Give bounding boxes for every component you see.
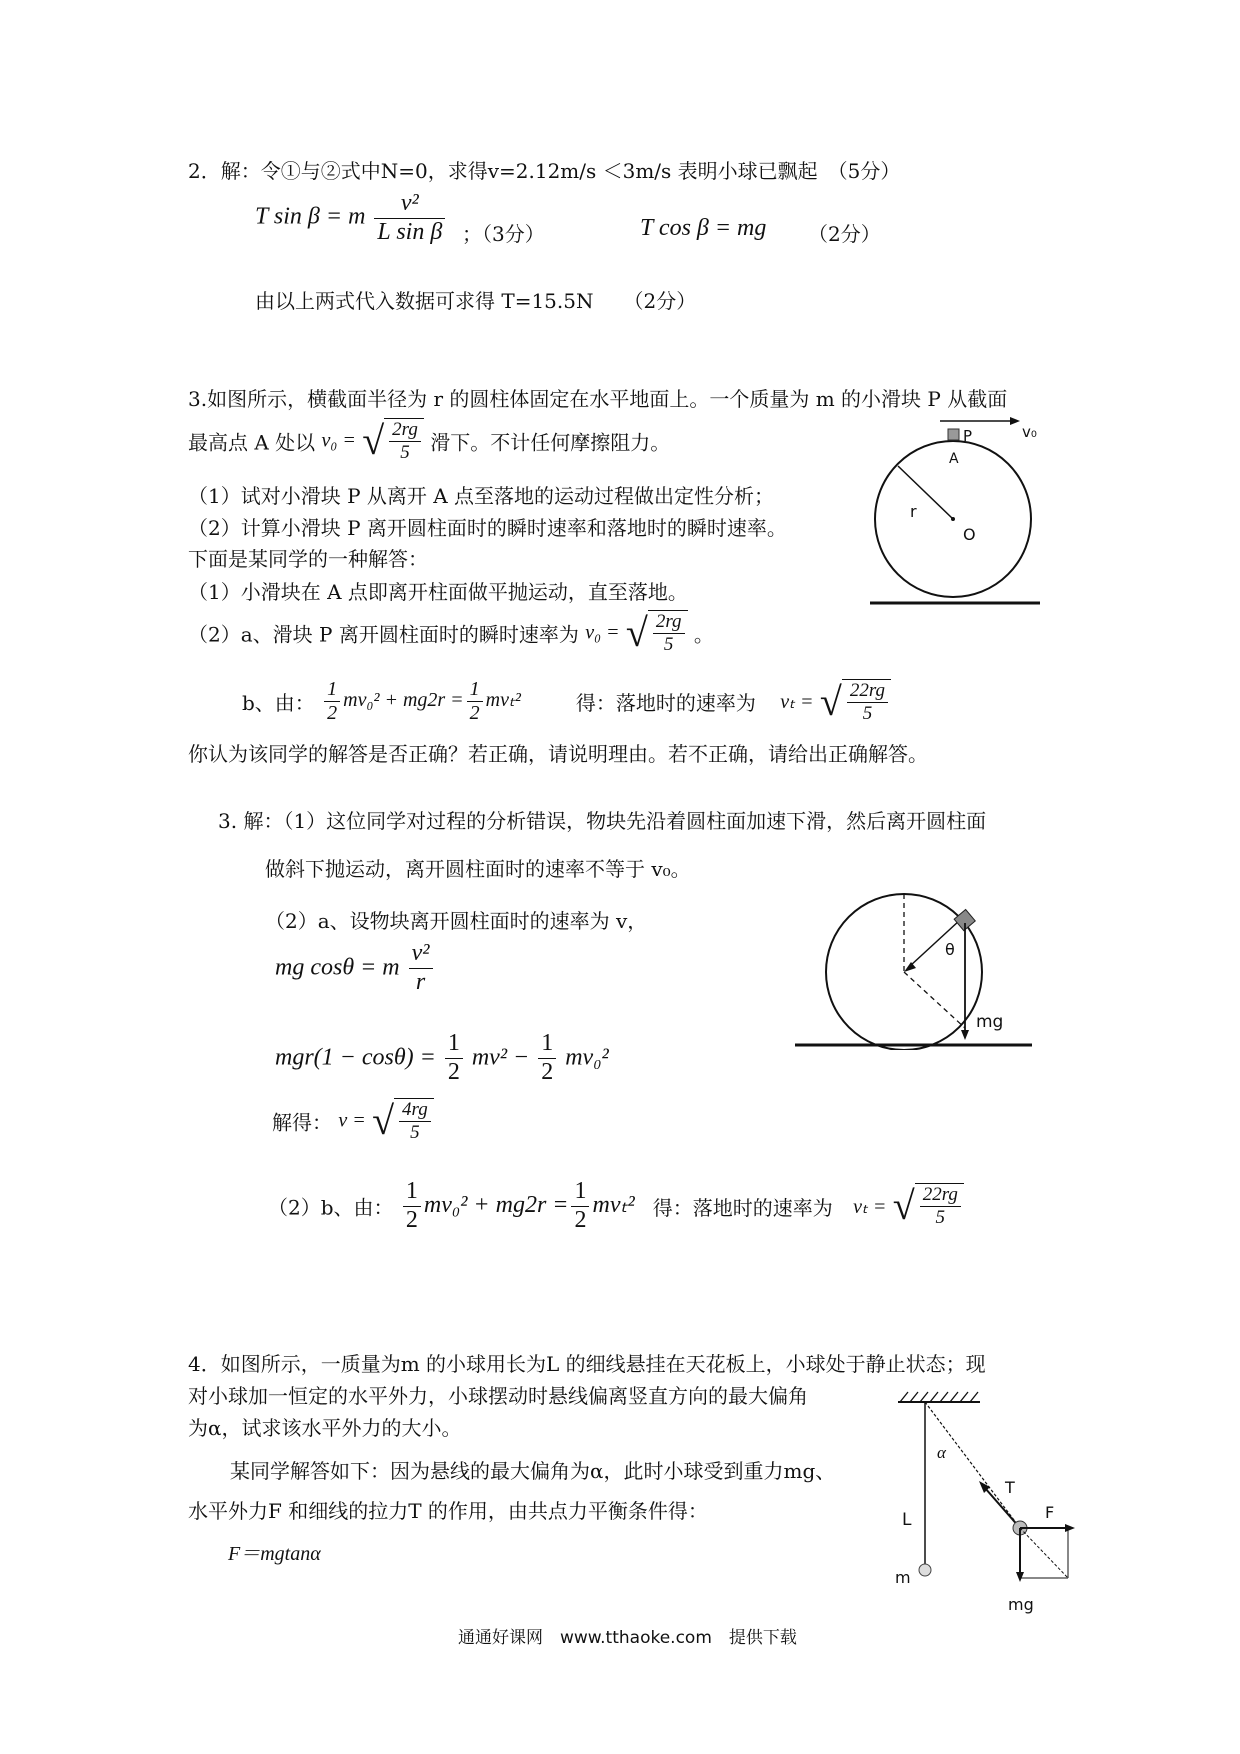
q3sol-l7-eq-text: mv₀² + mg2r = [423,1191,569,1218]
q4-fig-T: T [1005,1478,1015,1497]
q3-p7a: （2）a、滑块 P 离开圆柱面时的瞬时速率为 [188,622,579,647]
q4-fig-alpha: α [937,1443,946,1462]
q4-l6: F＝mgtanα [228,1543,321,1565]
q3-p7b: 。 [693,622,714,647]
q4-l5: 水平外力F 和细线的拉力T 的作用，由共点力平衡条件得： [188,1499,708,1523]
q3sol-v-sqrt: √ $\frac{4rg}{5}$ [372,1098,434,1144]
q3-p3: （1）试对小滑块 P 从离开 A 点至落地的运动过程做出定性分析； [188,484,775,508]
q4-l2: 对小球加一恒定的水平外力，小球摆动时悬线偏离竖直方向的最大偏角 [188,1384,808,1408]
q3-p2-num: 2rg [389,419,421,442]
q4-fig-mg: mg [1008,1595,1034,1614]
q3-fig-A: A [949,451,959,467]
q3-p6: （1）小滑块在 A 点即离开柱面做平抛运动，直至落地。 [188,580,688,604]
q3-p2-den: 5 [400,441,410,463]
q3sol-eq2-mid: mv² − [471,1044,530,1071]
q4-fig-F: F [1045,1503,1055,1522]
q3sol-l7-eq2-text: mvₜ² [592,1191,635,1218]
q3-p4: （2）计算小滑块 P 离开圆柱面时的瞬时速率和落地时的瞬时速率。 [188,516,787,540]
mg-arrowhead [961,1030,969,1040]
center-dot [951,517,955,521]
q3sol-l7-den: 5 [935,1207,946,1229]
q4-l3: 为α，试求该水平外力的大小。 [188,1416,462,1440]
slider-block [948,429,959,440]
q3-p8-eq2-text: mvₜ² [485,689,521,712]
q3sol-eq1 [275,940,436,996]
q4-fig-m: m [895,1568,911,1587]
q2-eq1-lhs: T sin β = m [255,203,366,230]
q3sol-l6 [272,1098,434,1144]
q3-p8-sqrt: √ $\frac{22rg}{5}$ [820,679,891,725]
q2-eq2-score: （2分） [808,222,881,246]
q4-l1: 4．如图所示，一质量为m 的小球用长为L 的细线悬挂在天花板上，小球处于静止状态；现 [188,1352,986,1376]
q3sol-l1: 3. 解：（1）这位同学对过程的分析错误，物块先沿着圆柱面加速下滑，然后离开圆柱面 [218,809,987,833]
q3-p7-sqrt: √ $\frac{2rg}{5}$ [626,610,688,656]
q3-fig-v0: v₀ [1022,423,1037,441]
q2-eq1-score: ；（3分） [462,222,545,246]
q2-eq1-frac [374,190,445,246]
page-footer: 通通好课网 www.tthaoke.com 提供下载 [458,1628,797,1648]
q3-p9: 你认为该同学的解答是否正确？若正确，请说明理由。若不正确，请给出正确解答。 [188,742,928,766]
q3sol-l7b: 得：落地时的速率为 [652,1195,833,1220]
deflected-string [925,1402,1020,1528]
q3-p8-den: 5 [862,702,873,724]
q3-p2a: 最高点 A 处以 [188,430,316,455]
q3sol-fig-theta: θ [945,940,955,959]
q3sol-v: v = [338,1109,366,1132]
q3sol-l3: （2）a、设物块离开圆柱面时的速率为 v， [265,909,648,933]
q3sol-eq2-lhs: mgr(1 − cosθ) = [275,1044,436,1071]
q3sol-v-den: 5 [410,1121,420,1143]
ball-rest [919,1564,931,1576]
dashed-to-mg [904,972,965,1028]
q3-fig-O: O [963,525,976,544]
q2-eq1-num: v² [374,190,445,219]
q3-p8-num: 22rg [847,680,888,703]
q2-eq1-den: L sin β [377,218,443,245]
q3-p7-den: 5 [663,633,674,655]
q3sol-l7-vt: vₜ = [853,1195,887,1218]
q3-fig-P: P [963,427,973,445]
q2-line1: 2．解：令①与②式中N=0，求得v=2.12m/s ＜3m/s 表明小球已飘起 （5分） [188,159,901,183]
q3sol-fig-mg: mg [976,1012,1004,1032]
q3-p8-eq-text: mv₀² + mg2r = [343,689,464,712]
q3sol-l7-sqrt: √ $\frac{22rg}{5}$ [893,1183,964,1229]
q3-p7-num: 2rg [653,611,685,634]
q3-p2b: 滑下。不计任何摩擦阻力。 [430,430,671,455]
q3sol-l2: 做斜下抛运动，离开圆柱面时的速率不等于 v₀。 [265,857,691,881]
normal-arrowhead [904,962,916,972]
q3sol-eq1-lhs: mg cosθ = m [275,954,400,981]
q3-p2-sqrt: √ $\frac{2rg}{5}$ [362,418,424,464]
q4-fig-L: L [902,1510,912,1530]
q3-p8a: b、由： [242,691,315,715]
force-mg-arrowhead [1016,1572,1024,1582]
q3sol-l7 [268,1178,964,1234]
q3sol-eq1-den: r [415,968,426,995]
q3-p8-vt: vₜ = [780,691,814,713]
q4-figure [880,1390,1090,1620]
box-diagonal [1020,1528,1068,1578]
q3-p7 [188,610,714,656]
q3sol-eq2-end: mv₀² [565,1044,609,1071]
v0-arrowhead [1010,417,1020,425]
q3sol-l6-text: 解得： [272,1110,332,1135]
radius-line [898,466,953,519]
q3-p8 [242,678,891,725]
q2-eq1 [255,190,448,246]
q3-p8-eq: $\frac{1}{2}$ mv₀² + mg2r = $\frac{1}{2}$ mvₜ² [321,689,526,711]
q3-p2 [188,418,670,464]
force-F-arrowhead [1065,1524,1075,1532]
q3-p1: 3.如图所示，横截面半径为 r 的圆柱体固定在水平地面上。一个质量为 m 的小滑块 P 从截面 [188,387,1008,411]
q4-l4: 某同学解答如下：因为悬线的最大偏角为α，此时小球受到重力mg、 [230,1459,836,1483]
q3-p7-v0: v₀ = [585,621,620,644]
q3sol-l7-eq: $\frac{1}{2}$ mv₀² + mg2r = $\frac{1}{2}$ mvₜ² [400,1192,641,1218]
ceiling-hatch [900,1392,978,1402]
q3sol-l7a: （2）b、由： [268,1195,394,1220]
q3-p8b: 得：落地时的速率为 [575,691,756,715]
q3sol-v-num: 4rg [399,1099,431,1122]
q3-fig-r: r [910,502,917,521]
q3sol-eq1-frac [409,940,433,996]
q2-eq2: T cos β = mg [640,215,767,241]
q3-p5: 下面是某同学的一种解答： [188,547,428,571]
q3-p2-v0: v₀ = [321,429,356,452]
q3sol-eq2: mgr(1 − cosθ) = $\frac{1}{2}$ mv² − $\frac{1}{2}$ mv₀² [275,1030,609,1085]
q3sol-eq1-num: v² [409,940,433,969]
q2-line3: 由以上两式代入数据可求得 T=15.5N （2分） [255,289,697,313]
q3sol-l7-num: 22rg [920,1184,961,1207]
